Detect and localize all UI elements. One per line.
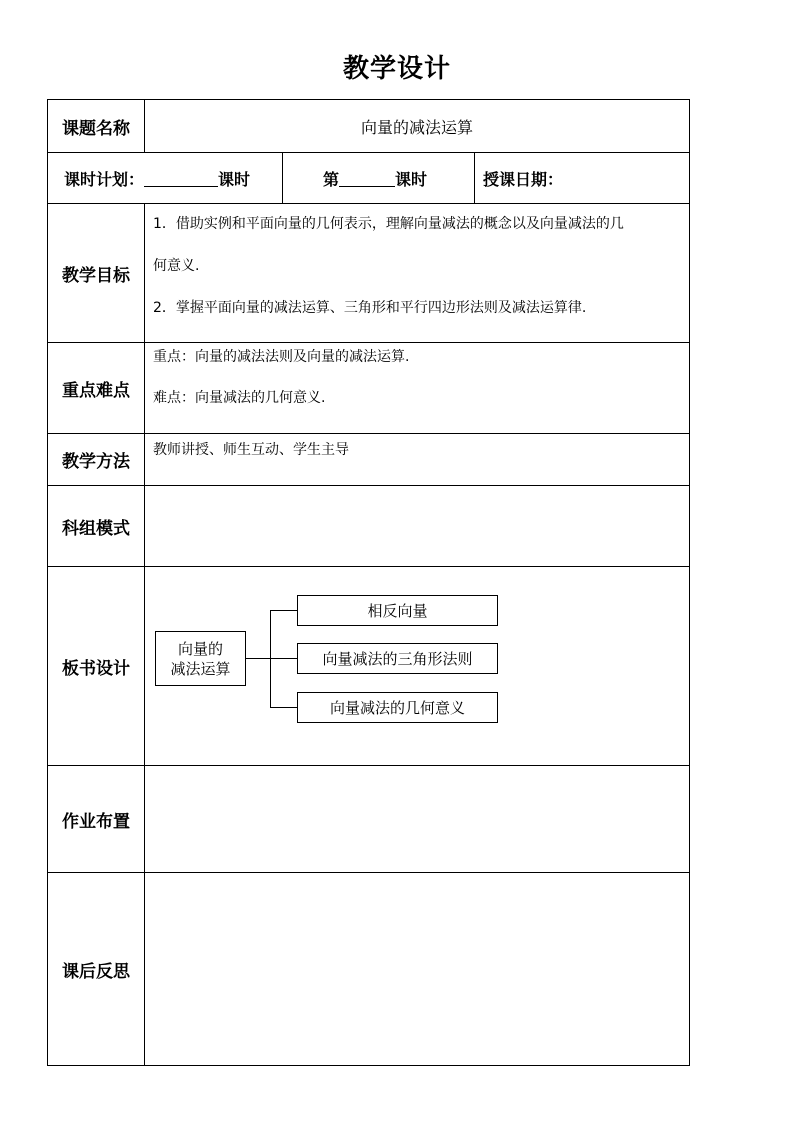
mode-content xyxy=(145,486,689,566)
goal-1: 1．借助实例和平面向量的几何表示，理解向量减法的概念以及向量减法的几 xyxy=(153,216,624,232)
nth-prefix: 第 xyxy=(323,169,340,189)
row-board xyxy=(48,567,689,766)
board-branch-1: 相反向量 xyxy=(297,595,498,626)
board-branch-2: 向量减法的三角形法则 xyxy=(297,643,498,674)
goals-label: 教学目标 xyxy=(48,204,145,342)
board-diagram xyxy=(145,567,689,765)
mode-label: 科组模式 xyxy=(48,486,145,566)
method-label: 教学方法 xyxy=(48,434,145,485)
topic-label: 课题名称 xyxy=(48,100,145,152)
page-title: 教学设计 xyxy=(342,54,451,84)
nth-lesson-cell xyxy=(283,153,475,203)
date-cell xyxy=(475,153,689,203)
key-points-label: 重点难点 xyxy=(48,343,145,433)
board-label: 板书设计 xyxy=(48,567,145,765)
reflection-content xyxy=(145,873,689,1065)
date-label: 授课日期： xyxy=(483,169,564,189)
reflection-label: 课后反思 xyxy=(48,873,145,1065)
nth-unit: 课时 xyxy=(395,169,428,189)
goals-content xyxy=(145,204,689,342)
key-points-content xyxy=(145,343,689,433)
plan-label: 课时计划： xyxy=(64,169,145,189)
homework-content xyxy=(145,766,689,872)
connector-branch-2 xyxy=(270,658,297,659)
nth-blank xyxy=(339,170,395,187)
difficult-point: 难点：向量减法的几何意义. xyxy=(153,390,326,406)
row-reflection xyxy=(48,873,689,1065)
method-content xyxy=(145,434,689,485)
plan-unit: 课时 xyxy=(218,169,251,189)
lesson-plan-cell xyxy=(48,153,283,203)
key-point: 重点：向量的减法法则及向量的减法运算. xyxy=(153,349,410,365)
goal-2: 2．掌握平面向量的减法运算、三角形和平行四边形法则及减法运算律. xyxy=(153,300,587,316)
plan-blank xyxy=(144,170,218,187)
board-branch-3: 向量减法的几何意义 xyxy=(297,692,498,723)
homework-label: 作业布置 xyxy=(48,766,145,872)
connector-root xyxy=(246,658,271,659)
board-root-box: 向量的 减法运算 xyxy=(155,631,246,686)
connector-branch-1 xyxy=(270,610,297,611)
connector-branch-3 xyxy=(270,707,297,708)
goal-1-cont: 何意义. xyxy=(153,258,200,274)
row-topic xyxy=(48,100,689,153)
lesson-plan-table xyxy=(47,99,690,1066)
row-goals xyxy=(48,204,689,343)
row-key-points xyxy=(48,343,689,434)
row-method xyxy=(48,434,689,486)
method-value: 教师讲授、师生互动、学生主导 xyxy=(153,442,349,458)
row-schedule xyxy=(48,153,689,204)
topic-value: 向量的减法运算 xyxy=(360,117,473,137)
row-mode xyxy=(48,486,689,567)
row-homework xyxy=(48,766,689,873)
